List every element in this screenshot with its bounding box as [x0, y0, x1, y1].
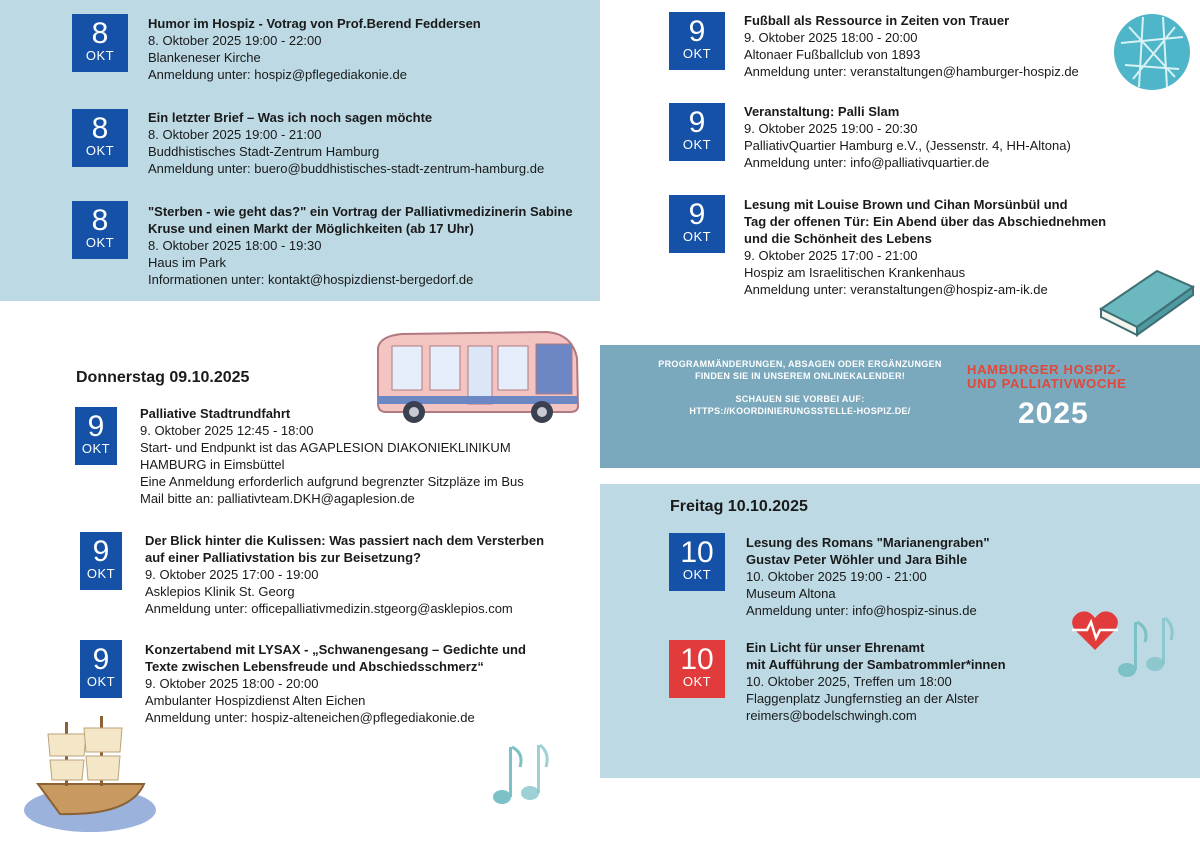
event-location: HAMBURG in Eimsbüttel — [140, 457, 285, 472]
map-circle-icon — [1113, 13, 1191, 91]
date-badge: 10 OKT — [669, 640, 725, 698]
event-title: Fußball als Ressource in Zeiten von Trauer — [744, 13, 1010, 28]
event-title: "Sterben - wie geht das?" ein Vortrag der Palliativmedizinerin Sabine — [148, 204, 573, 219]
event-blick-hinter-kulissen — [145, 532, 544, 617]
event-date: 9. Oktober 2025 18:00 - 20:00 — [145, 676, 319, 691]
event-title: Veranstaltung: Palli Slam — [744, 104, 900, 119]
event-date: 9. Oktober 2025 12:45 - 18:00 — [140, 423, 314, 438]
date-badge: 8 OKT — [72, 14, 128, 72]
date-badge: 9 OKT — [80, 640, 122, 698]
event-date: 8. Oktober 2025 18:00 - 19:30 — [148, 238, 322, 253]
brand-line: HAMBURGER HOSPIZ- — [967, 362, 1122, 377]
event-contact: Anmeldung unter: officepalliativmedizin.stgeorg@asklepios.com — [145, 601, 513, 616]
event-contact: reimers@bodelschwingh.com — [746, 708, 917, 723]
event-location: Hospiz am Israelitischen Krankenhaus — [744, 265, 966, 280]
date-badge: 9 OKT — [669, 195, 725, 253]
event-title: Ein Licht für unser Ehrenamt — [746, 640, 925, 655]
thursday-heading: Donnerstag 09.10.2025 — [76, 369, 250, 386]
event-location: PalliativQuartier Hamburg e.V., (Jessenstr. 4, HH-Altona) — [744, 138, 1071, 153]
music-notes-icon — [1115, 612, 1175, 682]
event-title: Konzertabend mit LYSAX - „Schwanengesang – Gedichte und — [145, 642, 526, 657]
event-humor-im-hospiz — [148, 15, 481, 83]
event-contact: Anmeldung unter: info@palliativquartier.de — [744, 155, 990, 170]
event-location: Buddhistisches Stadt-Zentrum Hamburg — [148, 144, 380, 159]
banner-url[interactable]: HTTPS://KOORDINIERUNGSSTELLE-HOSPIZ.DE/ — [689, 406, 911, 416]
event-title: auf einer Palliativstation bis zur Beisetzung? — [145, 550, 421, 565]
ship-illustration — [20, 712, 160, 836]
date-badge: 8 OKT — [72, 109, 128, 167]
event-date: 9. Oktober 2025 17:00 - 19:00 — [145, 567, 319, 582]
event-title: und die Schönheit des Lebens — [744, 231, 932, 246]
event-title: Lesung des Romans "Marianengraben" — [746, 535, 990, 550]
date-badge: 9 OKT — [75, 407, 117, 465]
info-banner — [600, 345, 1200, 468]
brand-line: UND PALLIATIVWOCHE — [967, 376, 1127, 391]
event-date: 10. Oktober 2025, Treffen um 18:00 — [746, 674, 952, 689]
event-contact: Anmeldung unter: buero@buddhistisches-stadt-zentrum-hamburg.de — [148, 161, 545, 176]
event-location: Altonaer Fußballclub von 1893 — [744, 47, 921, 62]
event-location: Flaggenplatz Jungfernstieg an der Alster — [746, 691, 979, 706]
date-badge: 10 OKT — [669, 533, 725, 591]
event-title: Humor im Hospiz - Votrag von Prof.Berend Feddersen — [148, 16, 481, 31]
event-title: mit Aufführung der Sambatrommler*innen — [746, 657, 1006, 672]
event-date: 9. Oktober 2025 19:00 - 20:30 — [744, 121, 918, 136]
event-title: Gustav Peter Wöhler und Jara Bihle — [746, 552, 968, 567]
event-title: Ein letzter Brief – Was ich noch sagen möchte — [148, 110, 433, 125]
banner-info-line: SCHAUEN SIE VORBEI AUF: — [735, 394, 865, 404]
event-contact: Mail bitte an: palliativteam.DKH@agaplesion.de — [140, 491, 415, 506]
banner-year: 2025 — [1018, 397, 1089, 430]
book-icon — [1097, 265, 1197, 337]
event-contact: Informationen unter: kontakt@hospizdienst-bergedorf.de — [148, 272, 474, 287]
date-badge: 8 OKT — [72, 201, 128, 259]
event-location: Ambulanter Hospizdienst Alten Eichen — [145, 693, 366, 708]
event-note: Eine Anmeldung erforderlich aufgrund begrenzter Sitzpläze im Bus — [140, 474, 524, 489]
event-date: 8. Oktober 2025 19:00 - 21:00 — [148, 127, 322, 142]
event-contact: Anmeldung unter: veranstaltungen@hospiz-am-ik.de — [744, 282, 1048, 297]
bus-illustration — [372, 328, 582, 426]
music-notes-icon — [490, 737, 550, 809]
event-title: Lesung mit Louise Brown und Cihan Morsünbül und — [744, 197, 1068, 212]
event-contact: Anmeldung unter: hospiz-alteneichen@pflegediakonie.de — [145, 710, 475, 725]
event-date: 9. Oktober 2025 17:00 - 21:00 — [744, 248, 918, 263]
event-contact: Anmeldung unter: veranstaltungen@hamburger-hospiz.de — [744, 64, 1079, 79]
event-location: Museum Altona — [746, 586, 836, 601]
date-badge: 9 OKT — [669, 103, 725, 161]
event-location: Blankeneser Kirche — [148, 50, 261, 65]
event-location: Asklepios Klinik St. Georg — [145, 584, 295, 599]
event-date: 8. Oktober 2025 19:00 - 22:00 — [148, 33, 322, 48]
banner-info-text — [635, 358, 965, 417]
event-date: 10. Oktober 2025 19:00 - 21:00 — [746, 569, 927, 584]
event-konzertabend-lysax — [145, 641, 526, 726]
event-fussball-ressource — [744, 12, 1079, 80]
event-title: Texte zwischen Lebensfreude und Abschiedsschmerz“ — [145, 659, 484, 674]
event-title: Palliative Stadtrundfahrt — [140, 406, 291, 421]
event-location: Haus im Park — [148, 255, 227, 270]
heart-pulse-icon — [1070, 608, 1120, 652]
date-badge: 9 OKT — [80, 532, 122, 590]
friday-heading: Freitag 10.10.2025 — [670, 498, 808, 515]
event-lesung-marianengraben — [746, 534, 990, 619]
event-letzter-brief — [148, 109, 544, 177]
event-title: Tag der offenen Tür: Ein Abend über das Abschiednehmen — [744, 214, 1107, 229]
event-contact: Anmeldung unter: hospiz@pflegediakonie.de — [148, 67, 407, 82]
event-location: Start- und Endpunkt ist das AGAPLESION DIAKONIEKLINIKUM — [140, 440, 511, 455]
event-sterben-wie-geht-das — [148, 203, 573, 288]
event-lesung-louise-brown — [744, 196, 1106, 298]
event-title: Kruse und einen Markt der Möglichkeiten (ab 17 Uhr) — [148, 221, 474, 236]
date-badge: 9 OKT — [669, 12, 725, 70]
banner-info-line: PROGRAMMÄNDERUNGEN, ABSAGEN ODER ERGÄNZUNGEN — [658, 359, 942, 369]
event-licht-ehrenamt — [746, 639, 1006, 724]
event-contact: Anmeldung unter: info@hospiz-sinus.de — [746, 603, 977, 618]
event-palli-slam — [744, 103, 1071, 171]
event-title: Der Blick hinter die Kulissen: Was passiert nach dem Versterben — [145, 533, 545, 548]
banner-brand — [967, 363, 1126, 391]
banner-info-line: FINDEN SIE IN UNSEREM ONLINEKALENDER! — [694, 371, 906, 381]
event-date: 9. Oktober 2025 18:00 - 20:00 — [744, 30, 918, 45]
